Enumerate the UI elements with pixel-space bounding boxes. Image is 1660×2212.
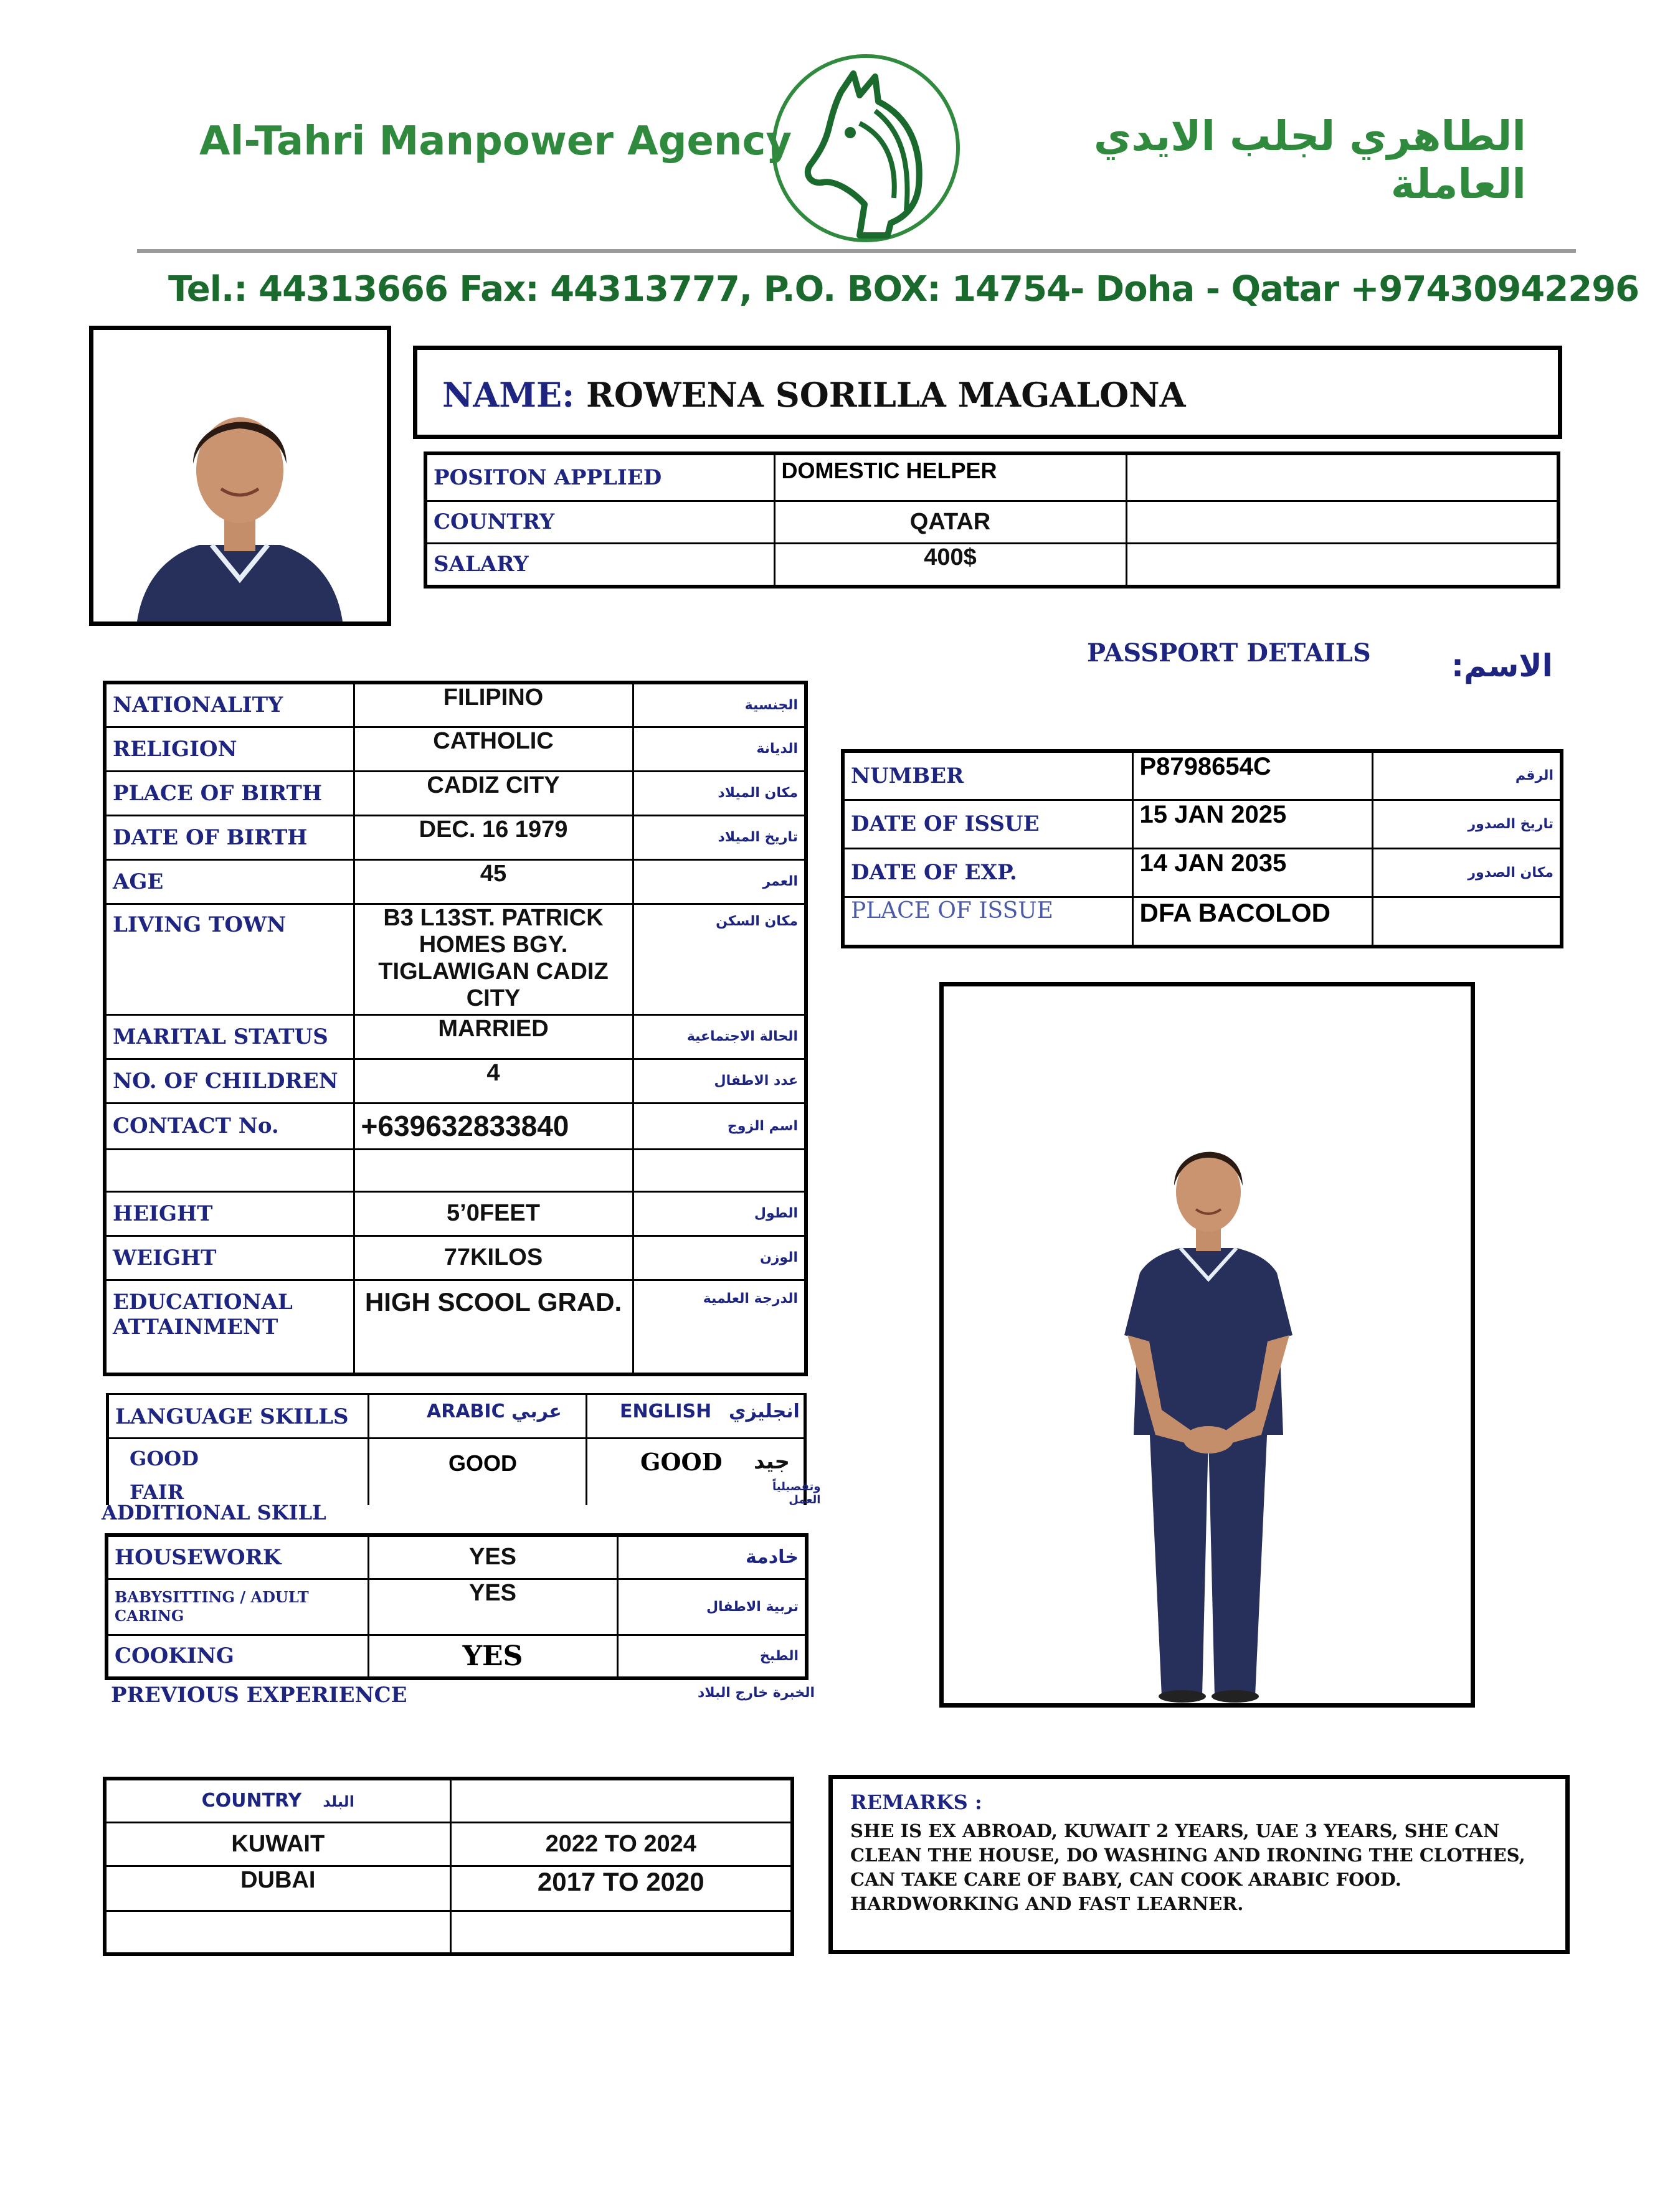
country-label: COUNTRY <box>425 501 774 543</box>
agency-name-ar: الطاهري لجلب الايدي العاملة <box>1093 112 1526 208</box>
religion-ar: الديانة <box>633 727 806 771</box>
marital-status-label: MARITAL STATUS <box>105 1014 354 1059</box>
experience-period <box>450 1911 792 1954</box>
height-value: 5’0FEET <box>354 1191 633 1236</box>
country-header <box>105 1779 450 1822</box>
table-row <box>107 1635 807 1678</box>
expiry-date-ar: مكان الصدور <box>1372 848 1562 897</box>
nationality-label: NATIONALITY <box>105 683 354 727</box>
nationality-value: FILIPINO <box>354 683 633 727</box>
height-label: HEIGHT <box>105 1191 354 1236</box>
birthdate-value: DEC. 16 1979 <box>354 815 633 859</box>
fair-label: FAIR <box>130 1480 184 1504</box>
weight-ar: الوزن <box>633 1236 806 1280</box>
nationality-ar: الجنسية <box>633 683 806 727</box>
issue-date-ar: تاريخ الصدور <box>1372 800 1562 848</box>
good-label: GOOD <box>130 1447 199 1470</box>
expiry-date-value: 14 JAN 2035 <box>1132 848 1372 897</box>
remarks-box <box>828 1775 1570 1954</box>
babysitting-label: BABYSITTING / ADULT CARING <box>107 1579 368 1635</box>
position-value: DOMESTIC HELPER <box>774 453 1126 501</box>
arabic-header: ARABIC عربي <box>427 1401 562 1422</box>
english-level: GOOD <box>640 1448 723 1476</box>
agency-name-en: Al-Tahri Manpower Agency <box>199 118 792 164</box>
issue-date-label: DATE OF ISSUE <box>843 800 1132 848</box>
table-row <box>105 1866 792 1911</box>
position-row <box>425 453 1558 501</box>
country-extra <box>1126 501 1558 543</box>
applicant-name: ROWENA SORILLA MAGALONA <box>586 375 1186 415</box>
full-body-photo <box>939 982 1475 1708</box>
personal-details-table <box>103 681 808 1376</box>
education-ar: الدرجة العلمية <box>633 1280 806 1374</box>
language-skills-title: LANGUAGE SKILLS <box>115 1404 349 1429</box>
experience-country: KUWAIT <box>105 1822 450 1866</box>
children-ar: عدد الاطفال <box>633 1059 806 1103</box>
fair-ar: وتفصيلياً العمل <box>772 1480 821 1506</box>
marital-status-value: MARRIED <box>354 1014 633 1059</box>
remarks-label: REMARKS : <box>850 1790 982 1814</box>
birthplace-label: PLACE OF BIRTH <box>105 771 354 815</box>
experience-period: 2017 TO 2020 <box>450 1866 792 1911</box>
housework-value: YES <box>368 1535 617 1579</box>
religion-label: RELIGION <box>105 727 354 771</box>
table-row <box>105 1779 792 1822</box>
table-row <box>105 1191 806 1236</box>
period-header <box>450 1779 792 1822</box>
horse-head-logo-icon <box>766 49 965 248</box>
passport-row <box>843 751 1562 800</box>
weight-value: 77KILOS <box>354 1236 633 1280</box>
name-box <box>413 346 1562 439</box>
salary-row <box>425 543 1558 587</box>
country-row <box>425 501 1558 543</box>
table-row <box>105 683 806 727</box>
table-row <box>105 1822 792 1866</box>
living-town-label: LIVING TOWN <box>105 904 354 1014</box>
age-ar: العمر <box>633 859 806 904</box>
remarks-text: SHE IS EX ABROAD, KUWAIT 2 YEARS, UAE 3 YEARS, SHE CAN CLEAN THE HOUSE, DO WASHING AND IRONING THE CLOTHES, CAN TAKE CARE OF BABY, CAN COOK ARABIC FOOD. HARDWORKING AND FAST LEARNER. <box>850 1820 1525 1914</box>
passport-row <box>843 848 1562 897</box>
position-extra <box>1126 453 1558 501</box>
table-row <box>105 1014 806 1059</box>
passport-number-ar: الرقم <box>1372 751 1562 800</box>
previous-experience-ar: الخبرة خارج البلاد <box>698 1685 815 1701</box>
letterhead <box>125 37 1639 330</box>
position-table <box>424 451 1560 588</box>
blank-label <box>105 1149 354 1191</box>
place-of-issue-label: PLACE OF ISSUE <box>843 897 1132 947</box>
experience-country <box>105 1911 450 1954</box>
living-town-ar: مكان السكن <box>633 904 806 1014</box>
position-label: POSITON APPLIED <box>425 453 774 501</box>
english-level-ar: جيد <box>754 1449 790 1474</box>
additional-skill-title: ADDITIONAL SKILL <box>102 1501 326 1524</box>
religion-value: CATHOLIC <box>354 727 633 771</box>
table-row <box>105 1059 806 1103</box>
table-row <box>105 1103 806 1149</box>
place-of-issue-ar <box>1372 897 1562 947</box>
housework-label: HOUSEWORK <box>107 1535 368 1579</box>
arabic-name-label: الاسم: <box>1451 648 1553 684</box>
issue-date-value: 15 JAN 2025 <box>1132 800 1372 848</box>
table-row <box>105 859 806 904</box>
height-ar: الطول <box>633 1191 806 1236</box>
weight-label: WEIGHT <box>105 1236 354 1280</box>
passport-row <box>843 800 1562 848</box>
education-value: HIGH SCOOL GRAD. <box>354 1280 633 1374</box>
contact-label: CONTACT No. <box>105 1103 354 1149</box>
table-row <box>105 1911 792 1954</box>
salary-label: SALARY <box>425 543 774 587</box>
birthplace-ar: مكان الميلاد <box>633 771 806 815</box>
passport-row <box>843 897 1562 947</box>
arabic-level: GOOD <box>448 1450 518 1476</box>
blank-ar <box>633 1149 806 1191</box>
contact-value: +639632833840 <box>354 1103 633 1149</box>
english-header: ENGLISH <box>620 1401 712 1422</box>
birthplace-value: CADIZ CITY <box>354 771 633 815</box>
experience-period: 2022 TO 2024 <box>450 1822 792 1866</box>
passport-details-title: PASSPORT DETAILS <box>1087 638 1371 668</box>
passport-table <box>841 749 1563 948</box>
table-row <box>107 1579 807 1635</box>
children-value: 4 <box>354 1059 633 1103</box>
previous-experience-title: PREVIOUS EXPERIENCE <box>111 1683 407 1708</box>
country-header-ar: البلد <box>323 1793 354 1811</box>
place-of-issue-value: DFA BACOLOD <box>1132 897 1372 947</box>
contact-line: Tel.: 44313666 Fax: 44313777, P.O. BOX: 14754- Doha - Qatar +97430942296 <box>168 269 1639 310</box>
salary-extra <box>1126 543 1558 587</box>
marital-status-ar: الحالة الاجتماعية <box>633 1014 806 1059</box>
portrait-photo <box>89 326 391 626</box>
age-value: 45 <box>354 859 633 904</box>
contact-ar: اسم الزوج <box>633 1103 806 1149</box>
passport-number-value: P8798654C <box>1132 751 1372 800</box>
cooking-label: COOKING <box>107 1635 368 1678</box>
expiry-date-label: DATE OF EXP. <box>843 848 1132 897</box>
name-label: NAME: <box>442 375 575 415</box>
table-row <box>105 1236 806 1280</box>
header-divider <box>137 249 1576 253</box>
passport-number-label: NUMBER <box>843 751 1132 800</box>
table-row <box>105 727 806 771</box>
living-town-value: B3 L13ST. PATRICK HOMES BGY. TIGLAWIGAN CADIZ CITY <box>354 904 633 1014</box>
babysitting-ar: تربية الاطفال <box>617 1579 807 1635</box>
table-row <box>105 815 806 859</box>
housework-ar: خادمة <box>617 1535 807 1579</box>
country-value: QATAR <box>774 501 1126 543</box>
children-label: NO. OF CHILDREN <box>105 1059 354 1103</box>
additional-skills-table <box>105 1533 809 1680</box>
cooking-ar: الطبخ <box>617 1635 807 1678</box>
birthdate-ar: تاريخ الميلاد <box>633 815 806 859</box>
cooking-value: YES <box>368 1635 617 1678</box>
english-header-ar: انجليزي <box>729 1401 800 1422</box>
experience-country: DUBAI <box>105 1866 450 1911</box>
table-row <box>105 1280 806 1374</box>
country-header-label: COUNTRY <box>201 1790 302 1812</box>
experience-table <box>103 1777 794 1956</box>
salary-value: 400$ <box>774 543 1126 587</box>
table-row <box>107 1535 807 1579</box>
babysitting-value: YES <box>368 1579 617 1635</box>
age-label: AGE <box>105 859 354 904</box>
language-skills-table <box>106 1393 821 1506</box>
education-label: EDUCATIONAL ATTAINMENT <box>105 1280 354 1374</box>
blank-value <box>354 1149 633 1191</box>
table-row <box>105 1149 806 1191</box>
birthdate-label: DATE OF BIRTH <box>105 815 354 859</box>
table-row <box>105 904 806 1014</box>
table-row <box>105 771 806 815</box>
